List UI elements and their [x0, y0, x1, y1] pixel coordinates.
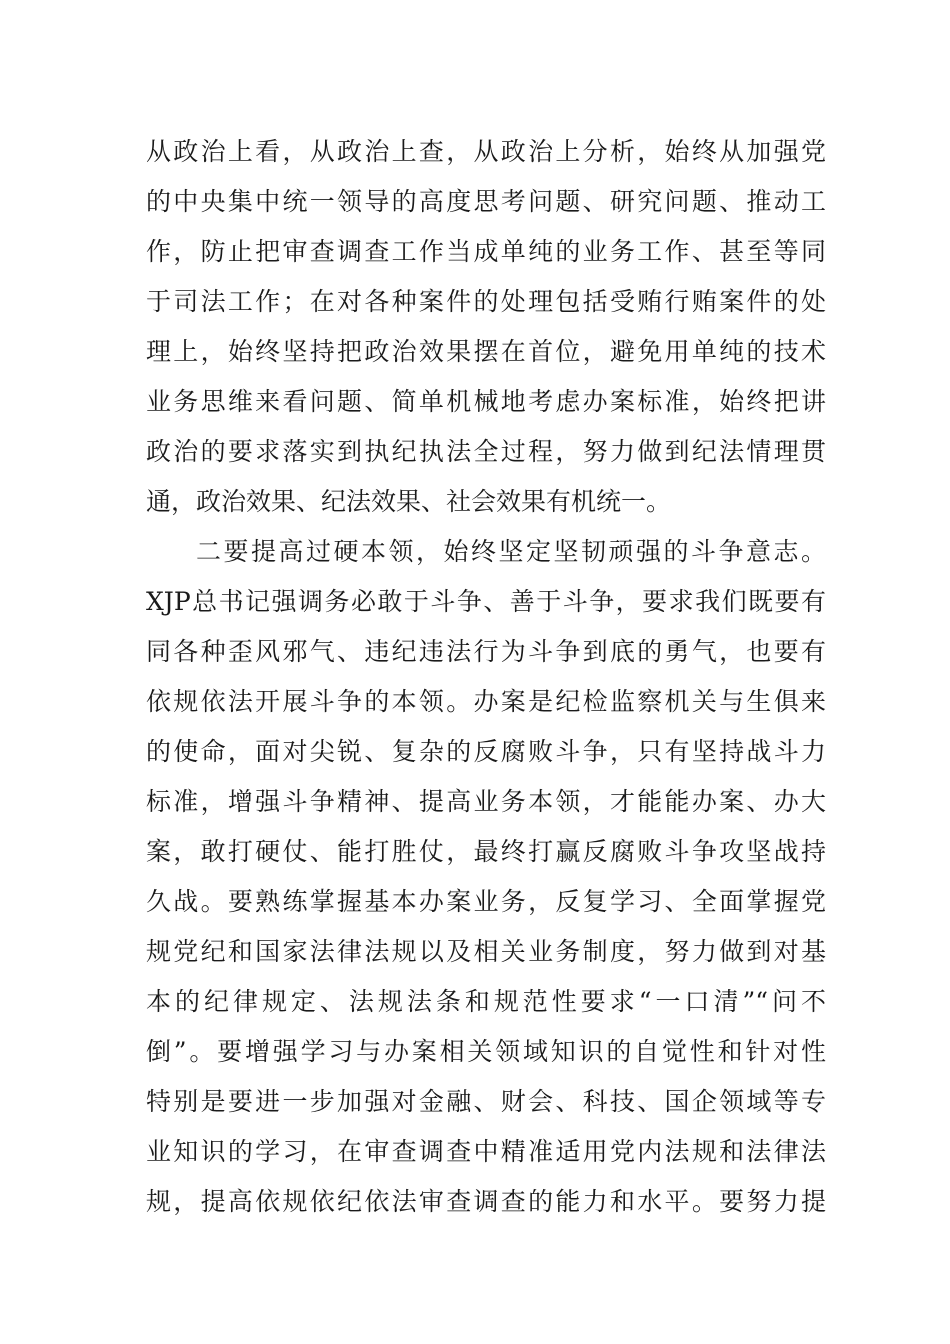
paragraph-line: 依规依法开展斗争的本领。办案是纪检监察机关与生俱来: [146, 687, 826, 716]
paragraph-line: 倒”。要增强学习与办案相关领域知识的自觉性和针对性: [146, 1037, 826, 1066]
paragraph-line: 规党纪和国家法律法规以及相关业务制度，努力做到对基: [146, 937, 826, 966]
paragraph-line: 案，敢打硬仗、能打胜仗，最终打赢反腐败斗争攻坚战持: [146, 837, 826, 866]
paragraph-line: 久战。要熟练掌握基本办案业务，反复学习、全面掌握党: [146, 887, 826, 916]
paragraph-line: 的中央集中统一领导的高度思考问题、研究问题、推动工: [146, 187, 826, 216]
paragraph-line: 业务思维来看问题、简单机械地考虑办案标准，始终把讲: [146, 387, 826, 416]
paragraph-heading-line: 二要提高过硬本领，始终坚定坚韧顽强的斗争意志。: [196, 537, 826, 566]
paragraph-line: 同各种歪风邪气、违纪违法行为斗争到底的勇气，也要有: [146, 637, 826, 666]
paragraph-line: 的使命，面对尖锐、复杂的反腐败斗争，只有坚持战斗力: [146, 737, 826, 766]
paragraph-line: 本的纪律规定、法规法条和规范性要求“一口清”“问不: [146, 987, 826, 1016]
paragraph-line: 政治的要求落实到执纪执法全过程，努力做到纪法情理贯: [146, 437, 826, 466]
paragraph-line: 于司法工作；在对各种案件的处理包括受贿行贿案件的处: [146, 287, 826, 316]
paragraph-line: 从政治上看，从政治上查，从政治上分析，始终从加强党: [146, 137, 826, 166]
paragraph-line: 作，防止把审查调查工作当成单纯的业务工作、甚至等同: [146, 237, 826, 266]
paragraph-line: 标准，增强斗争精神、提高业务本领，才能能办案、办大: [146, 787, 826, 816]
paragraph-line: 规，提高依规依纪依法审查调查的能力和水平。要努力提: [146, 1187, 826, 1216]
paragraph-line: 业知识的学习，在审查调查中精准适用党内法规和法律法: [146, 1137, 826, 1166]
paragraph-line: 特别是要进一步加强对金融、财会、科技、国企领域等专: [146, 1087, 826, 1116]
paragraph-line: XJP总书记强调务必敢于斗争、善于斗争，要求我们既要有: [146, 587, 826, 616]
paragraph-line: 通，政治效果、纪法效果、社会效果有机统一。: [146, 487, 672, 516]
paragraph-line: 理上，始终坚持把政治效果摆在首位，避免用单纯的技术: [146, 337, 826, 366]
